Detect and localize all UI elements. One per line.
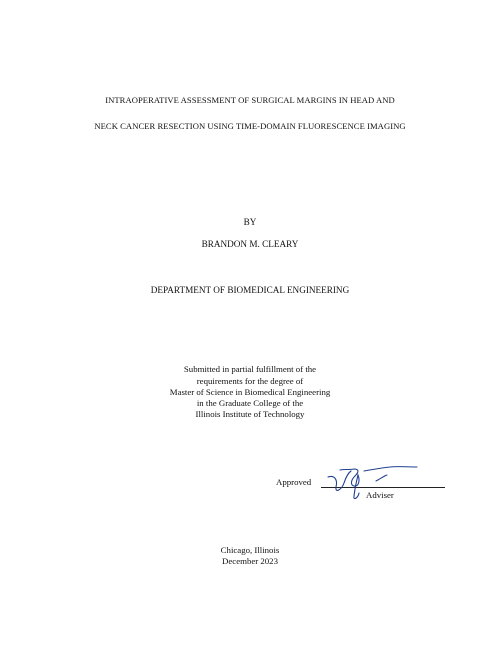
submission-line-2: requirements for the degree of (196, 376, 304, 386)
date: December 2023 (222, 556, 278, 566)
approval-block (276, 470, 446, 506)
signature-stroke-5 (376, 475, 387, 481)
thesis-title-line-1: INTRAOPERATIVE ASSESSMENT OF SURGICAL MARGINS IN HEAD AND (105, 95, 395, 105)
submission-line-1: Submitted in partial fulfillment of the (183, 364, 317, 374)
department-name: DEPARTMENT OF BIOMEDICAL ENGINEERING (150, 285, 350, 295)
adviser-label: Adviser (366, 490, 394, 500)
submission-line-4: in the Graduate College of the (196, 398, 304, 408)
location: Chicago, Illinois (220, 545, 280, 555)
signature-stroke-1 (328, 471, 351, 490)
signature-stroke-2 (340, 469, 358, 486)
signature-stroke-4 (364, 467, 417, 471)
signature-stroke-3 (354, 475, 359, 499)
submission-line-5: Illinois Institute of Technology (195, 409, 305, 419)
submission-line-3: Master of Science in Biomedical Engineering (169, 387, 331, 397)
by-label: BY (243, 217, 257, 227)
author-name: BRANDON M. CLEARY (201, 239, 299, 249)
approved-label: Approved (276, 477, 312, 487)
thesis-title-line-2: NECK CANCER RESECTION USING TIME-DOMAIN FLUORESCENCE IMAGING (94, 121, 406, 131)
